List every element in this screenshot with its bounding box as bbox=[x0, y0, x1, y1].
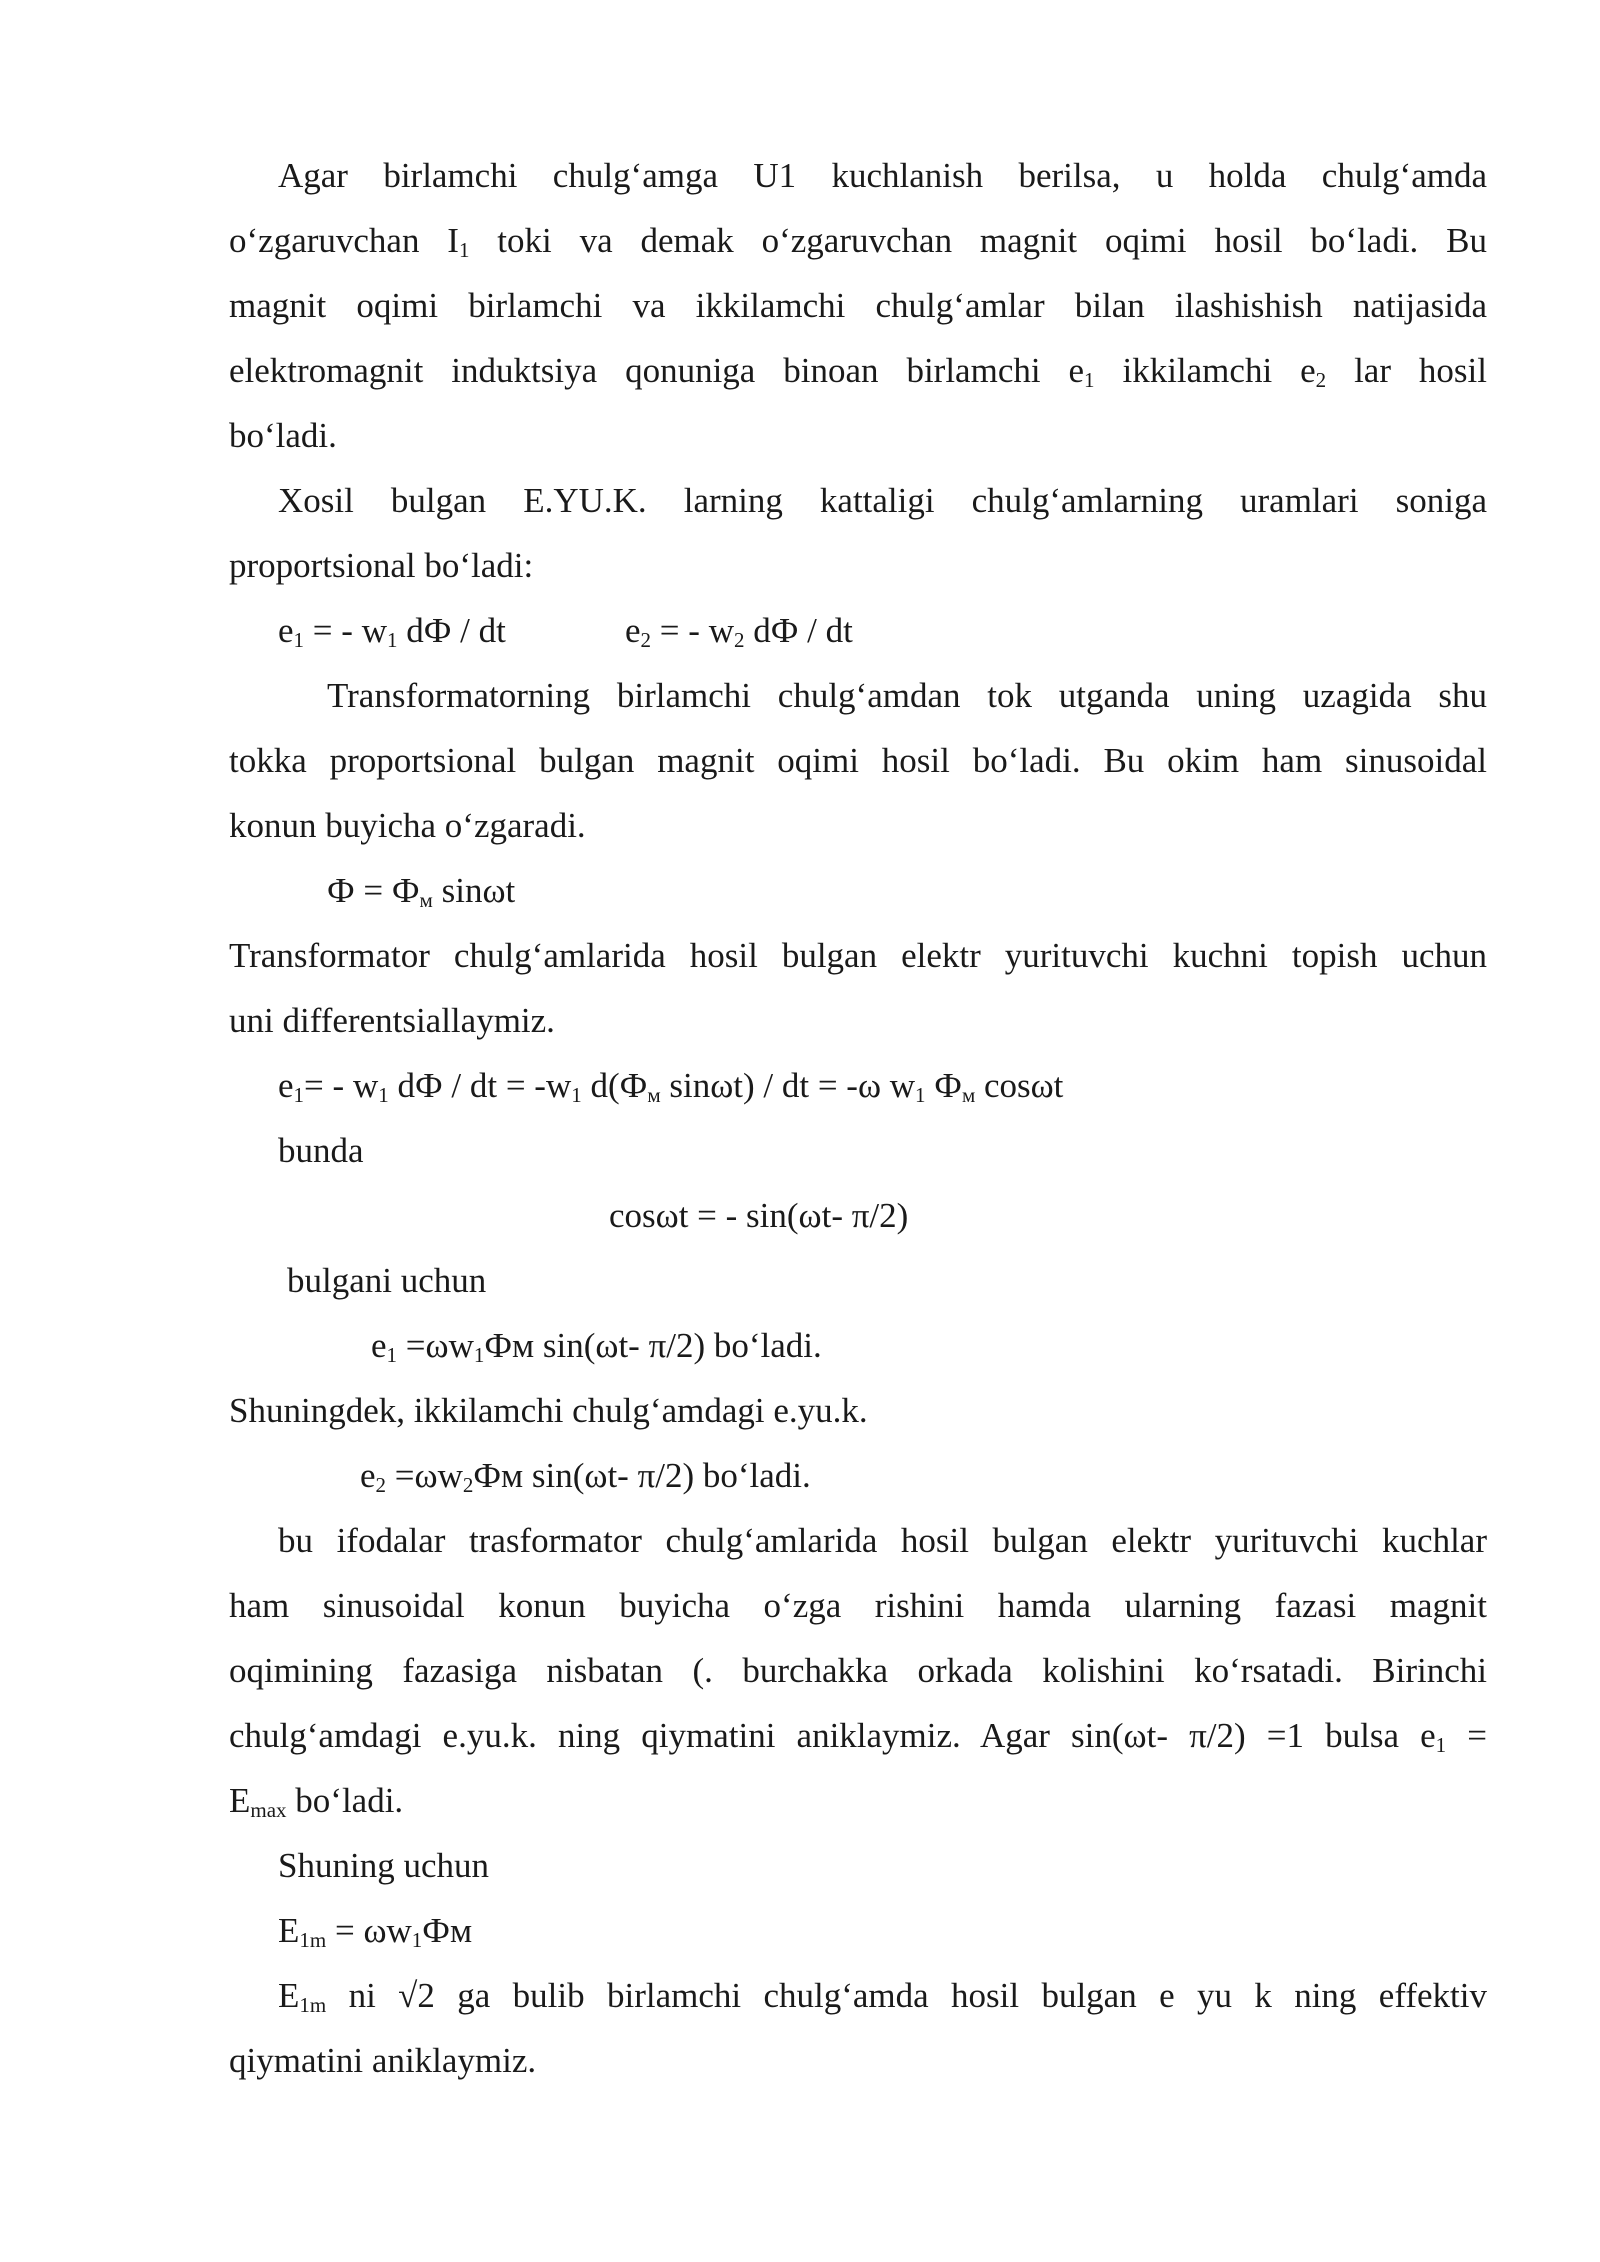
text-run: = bbox=[1446, 1716, 1487, 1755]
subscript: 2 bbox=[375, 1473, 387, 1497]
text-run: e bbox=[371, 1326, 387, 1365]
text-run: E bbox=[229, 1781, 251, 1820]
text-run: ikkilamchi e bbox=[1094, 351, 1316, 390]
text-run: bu ifodalar trasformator chulg‘amlarida hosil bulgan elektr yurituvchi kuchlar bbox=[278, 1521, 1487, 1560]
paragraph-3-line-3 bbox=[229, 804, 1487, 848]
text-run: e bbox=[278, 611, 294, 650]
text-run: Shuning uchun bbox=[278, 1846, 489, 1885]
paragraph-6-line-3 bbox=[229, 1649, 1487, 1693]
paragraph-5 bbox=[229, 1389, 1487, 1433]
equation-e1-result bbox=[371, 1324, 1071, 1368]
text-run: dФ / dt bbox=[397, 611, 506, 650]
text-run: uni differentsiallaymiz. bbox=[229, 1001, 555, 1040]
subscript: 1 bbox=[386, 1343, 398, 1367]
paragraph-4-line-1 bbox=[229, 934, 1487, 978]
text-run: Xosil bulgan E.YU.K. larning kattaligi chulg‘amlarning uramlari soniga bbox=[278, 481, 1487, 520]
paragraph-2-line-2 bbox=[229, 544, 1487, 588]
text-run: magnit oqimi birlamchi va ikkilamchi chulg‘amlar bilan ilashishish natijasida bbox=[229, 286, 1487, 325]
paragraph-1-line-3 bbox=[229, 284, 1487, 328]
paragraph-6-line-1 bbox=[278, 1519, 1487, 1563]
subscript: 1 bbox=[458, 238, 470, 262]
paragraph-6-line-5 bbox=[229, 1779, 1487, 1823]
text-run: cosωt bbox=[975, 1066, 1064, 1105]
text-run: qiymatini aniklaymiz. bbox=[229, 2041, 537, 2080]
text-run: bulgani uchun bbox=[287, 1261, 487, 1300]
paragraph-2-line-1 bbox=[278, 479, 1487, 523]
text-run: Фм sin(ωt- π/2) bo‘ladi. bbox=[484, 1326, 822, 1365]
paragraph-3-line-1 bbox=[327, 674, 1487, 718]
text-run: Ф = Ф bbox=[327, 871, 420, 910]
paragraph-1-line-4 bbox=[229, 349, 1487, 393]
text-run: e bbox=[360, 1456, 376, 1495]
subscript: м bbox=[647, 1083, 661, 1107]
text-run: e bbox=[625, 611, 641, 650]
equation-e1-derivative bbox=[278, 1064, 1178, 1108]
subscript: 1 bbox=[411, 1928, 423, 1952]
text-run: dФ / dt = -w bbox=[388, 1066, 572, 1105]
text-run: konun buyicha o‘zgaradi. bbox=[229, 806, 586, 845]
text-run: toki va demak o‘zgaruvchan magnit oqimi hosil bo‘ladi. Bu bbox=[469, 221, 1487, 260]
text-shuning-uchun bbox=[278, 1844, 778, 1888]
text-bulgani-uchun bbox=[287, 1259, 687, 1303]
subscript: max bbox=[250, 1798, 287, 1822]
paragraph-6-line-4 bbox=[229, 1714, 1487, 1758]
text-run: =ωw bbox=[397, 1326, 474, 1365]
text-run: Фм sin(ωt- π/2) bo‘ladi. bbox=[473, 1456, 811, 1495]
subscript: 1 bbox=[571, 1083, 582, 1107]
equation-e2 bbox=[625, 609, 925, 653]
text-run: bo‘ladi. bbox=[229, 416, 337, 455]
text-run: E bbox=[278, 1976, 300, 2015]
subscript: 1 bbox=[293, 1083, 305, 1107]
equation-e2-result bbox=[360, 1454, 1060, 1498]
paragraph-6-line-2 bbox=[229, 1584, 1487, 1628]
text-run: Transformator chulg‘amlarida hosil bulgan elektr yurituvchi kuchni topish uchun bbox=[229, 936, 1487, 975]
text-run: elektromagnit induktsiya qonuniga binoan birlamchi e bbox=[229, 351, 1085, 390]
text-run: =ωw bbox=[386, 1456, 463, 1495]
subscript: 2 bbox=[733, 628, 745, 652]
subscript: 1 bbox=[386, 628, 398, 652]
subscript: 1 bbox=[1084, 368, 1095, 392]
equation-e1m bbox=[278, 1909, 778, 1953]
paragraph-3-line-2 bbox=[229, 739, 1487, 783]
subscript: 1 bbox=[473, 1343, 485, 1367]
paragraph-1-line-5 bbox=[229, 414, 1487, 458]
text-run: Transformatorning birlamchi chulg‘amdan tok utganda uning uzagida shu bbox=[327, 676, 1487, 715]
subscript: 1 bbox=[915, 1083, 926, 1107]
subscript: м bbox=[961, 1083, 976, 1107]
subscript: м bbox=[419, 888, 433, 912]
subscript: 1 bbox=[293, 628, 305, 652]
text-run: cosωt = - sin(ωt- π/2) bbox=[609, 1196, 909, 1235]
equation-e1 bbox=[278, 609, 578, 653]
text-run: bunda bbox=[278, 1131, 364, 1170]
text-run: Ф bbox=[925, 1066, 962, 1105]
text-run: = - w bbox=[651, 611, 734, 650]
subscript: 2 bbox=[1315, 368, 1327, 392]
text-run: oqimining fazasiga nisbatan (. burchakka orkada kolishini ko‘rsatadi. Birinchi bbox=[229, 1651, 1487, 1690]
text-run: Shuningdek, ikkilamchi chulg‘amdagi e.yu.k. bbox=[229, 1391, 868, 1430]
text-run: ham sinusoidal konun buyicha o‘zga rishini hamda ularning fazasi magnit bbox=[229, 1586, 1487, 1625]
equation-cos-identity bbox=[609, 1194, 1109, 1238]
text-run: = - w bbox=[304, 1066, 379, 1105]
subscript: 1m bbox=[299, 1928, 327, 1952]
text-run: Agar birlamchi chulg‘amga U1 kuchlanish berilsa, u holda chulg‘amda bbox=[278, 156, 1487, 195]
subscript: 1m bbox=[299, 1993, 327, 2017]
paragraph-7-line-2 bbox=[229, 2039, 1487, 2083]
subscript: 1 bbox=[1435, 1733, 1447, 1757]
text-run: tokka proportsional bulgan magnit oqimi hosil bo‘ladi. Bu okim ham sinusoidal bbox=[229, 741, 1487, 780]
subscript: 2 bbox=[640, 628, 652, 652]
text-run: Фм bbox=[422, 1911, 473, 1950]
text-run: E bbox=[278, 1911, 300, 1950]
subscript: 1 bbox=[378, 1083, 389, 1107]
text-run: e bbox=[278, 1066, 294, 1105]
text-run: bo‘ladi. bbox=[286, 1781, 404, 1820]
text-run: proportsional bo‘ladi: bbox=[229, 546, 534, 585]
text-run: ni √2 ga bulib birlamchi chulg‘amda hosil bulgan e yu k ning effektiv bbox=[326, 1976, 1487, 2015]
text-bunda bbox=[278, 1129, 578, 1173]
subscript: 2 bbox=[462, 1473, 474, 1497]
text-run: sinωt bbox=[432, 871, 516, 910]
text-run: d(Ф bbox=[581, 1066, 648, 1105]
paragraph-7-line-1 bbox=[278, 1974, 1487, 2018]
equation-flux bbox=[327, 869, 727, 913]
text-run: o‘zgaruvchan I bbox=[229, 221, 459, 260]
text-run: dФ / dt bbox=[744, 611, 853, 650]
text-run: lar hosil bbox=[1326, 351, 1487, 390]
text-run: = ωw bbox=[326, 1911, 412, 1950]
paragraph-4-line-2 bbox=[229, 999, 1487, 1043]
text-run: chulg‘amdagi e.yu.k. ning qiymatini aniklaymiz. Agar sin(ωt- π/2) =1 bulsa e bbox=[229, 1716, 1436, 1755]
text-run: = - w bbox=[304, 611, 387, 650]
paragraph-1-line-1 bbox=[278, 154, 1487, 198]
text-run: sinωt) / dt = -ω w bbox=[660, 1066, 916, 1105]
paragraph-1-line-2 bbox=[229, 219, 1487, 263]
